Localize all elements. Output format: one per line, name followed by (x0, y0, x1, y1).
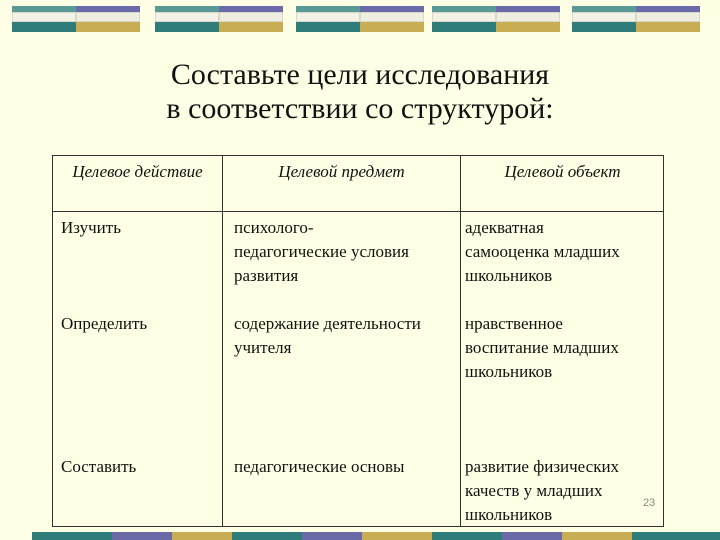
row-2-subject (234, 312, 421, 360)
row-1-subject (234, 216, 409, 288)
decorative-block (572, 6, 700, 32)
top-decorative-band (0, 6, 720, 34)
row-3-object (465, 455, 619, 527)
header-target-subject: Целевой предмет (278, 162, 405, 181)
text-line: качеств у младших (465, 481, 603, 500)
decorative-segment (232, 532, 302, 540)
decorative-segment (502, 532, 562, 540)
decorative-segment (632, 532, 720, 540)
text-line: учителя (234, 338, 292, 357)
row-2-object (465, 312, 619, 384)
text-line: психолого- (234, 218, 314, 237)
goals-table (52, 155, 664, 527)
decorative-segment (562, 532, 632, 540)
decorative-block (155, 6, 283, 32)
text-line: адекватная (465, 218, 544, 237)
page-number: 23 (643, 497, 656, 509)
text-line: школьников (465, 362, 553, 381)
decorative-segment (32, 532, 112, 540)
row-1-object (465, 216, 620, 288)
text-line: педагогические условия (234, 242, 409, 261)
decorative-block (12, 6, 140, 32)
text-line: развития (234, 266, 299, 285)
decorative-segment (362, 532, 432, 540)
text-line: развитие физических (465, 457, 620, 476)
decorative-block (432, 6, 560, 32)
text-line: школьников (465, 266, 553, 285)
decorative-segment (112, 532, 172, 540)
text-line: содержание деятельности (234, 314, 421, 333)
text-line: самооценка младших (465, 242, 620, 261)
decorative-block (296, 6, 424, 32)
text-line: нравственное (465, 314, 563, 333)
bottom-decorative-band (0, 532, 720, 540)
table-divider-horizontal (53, 211, 663, 212)
decorative-segment (172, 532, 232, 540)
title-line-1: Составьте цели исследования (170, 58, 550, 91)
header-target-action: Целевое действие (72, 162, 203, 181)
decorative-segment (432, 532, 502, 540)
row-3-subject (234, 455, 404, 479)
decorative-segment (0, 532, 32, 540)
row-2-action: Определить (61, 314, 148, 333)
text-line: педагогические основы (234, 457, 405, 476)
text-line: воспитание младших (465, 338, 619, 357)
row-3-action: Составить (61, 457, 137, 476)
header-target-object: Целевой объект (504, 162, 621, 181)
text-line: школьников (465, 505, 553, 524)
slide-title (110, 58, 610, 126)
row-1-action: Изучить (61, 218, 121, 237)
decorative-segment (302, 532, 362, 540)
title-line-2: в соответствии со структурой: (166, 92, 554, 125)
